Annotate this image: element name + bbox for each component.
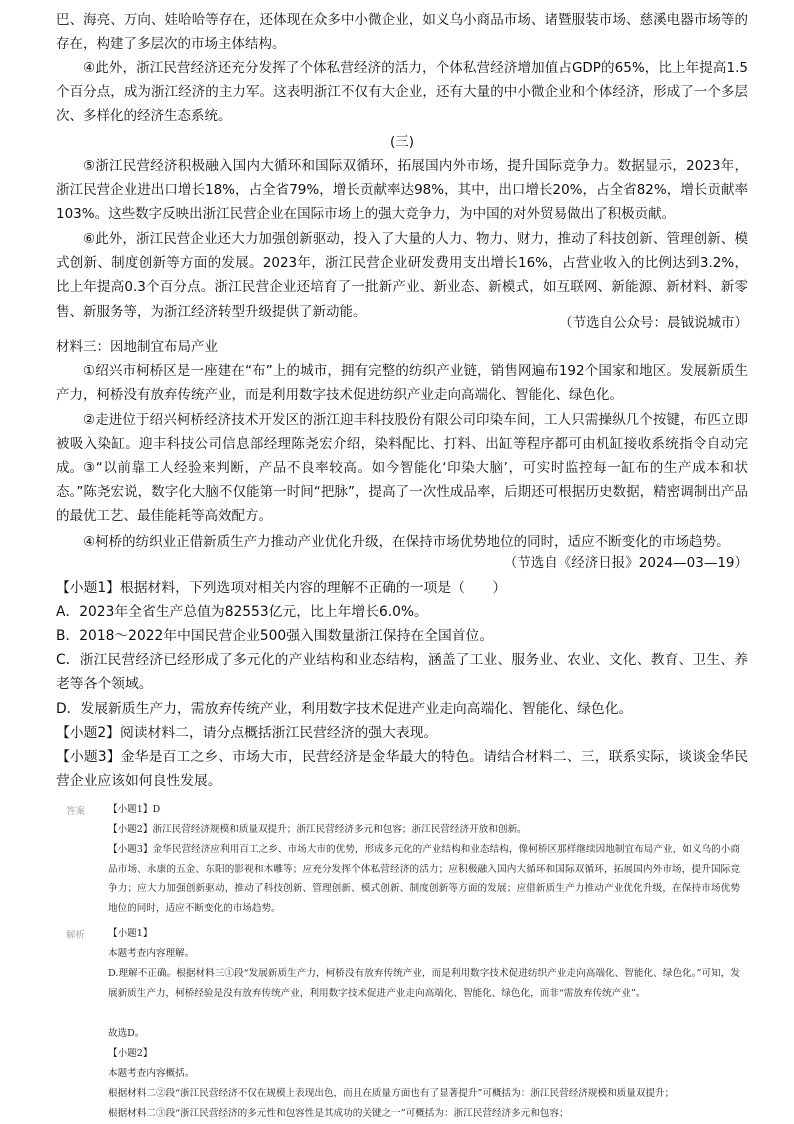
question-1: 【小题1】根据材料，下列选项对相关内容的理解不正确的一项是（ ）	[56, 580, 507, 596]
paragraph-6: ⑥此外，浙江民营企业还大力加强创新驱动，投入了大量的人力、物力、财力，推动了科技创新、管理创新、模式创新、制度创新等方面的发展。2023年，浙江民营企业研发费用支出增长16%，占营业收入的比例达到3.2%，比上年提高0.3个百分点。浙江民营企业还培育了一批新产业、新业态、新模式，如互联网、新能源、新材料、新零售、新服务等，为浙江经济转型升级提供了新动能。	[56, 231, 748, 320]
material-3-paragraph-1: ①绍兴市柯桥区是一座建在“布”上的城市，拥有完整的纺织产业链，销售网遍布192个国家和地区。发展新质生产力，柯桥没有放弃传统产业，而是利用数字技术促进纺织产业走向高端化、智能化、绿色化。	[56, 363, 748, 404]
analysis-q1-line-2: D.理解不正确。根据材料三①段“发展新质生产力，柯桥没有放弃传统产业，而是利用数字技术促进纺织产业走向高端化、智能化、绿色化。”可知，发展新质生产力，柯桥经验是没有放弃传统产业，利用数字技术促进产业走向高端化、智能化、绿色化，而非“需放弃传统产业”。	[108, 968, 740, 999]
paragraph-3-continued: 巴、海亮、万向、娃哈哈等存在，还体现在众多中小微企业，如义乌小商品市场、诸暨服装市场、慈溪电器市场等的存在，构建了多层次的市场主体结构。	[56, 12, 748, 53]
analysis-q2-line-3: 根据材料二③段“浙江民营经济的多元性和包容性是其成功的关键之一”可概括为：浙江民营经济多元和包容；	[108, 1108, 569, 1119]
analysis-q2-heading: 【小题2】	[108, 1048, 153, 1059]
material-3-paragraph-3: ③“以前靠工人经验来判断，产品不良率较高。如今智能化‘印染大脑’，可实时监控每一缸布的生产成本和状态。”陈尧宏说，数字化大脑不仅能第一时间“把脉”，提高了一次性成品率，后期还可根据历史数据，精密调制出产品的最优工艺、最佳能耗等高效配方。	[56, 460, 748, 525]
analysis-q1-line-3: 故选D。	[108, 1028, 145, 1039]
section-heading-3: (三)	[389, 134, 415, 150]
analysis-q1-line-1: 本题考查内容理解。	[108, 948, 195, 959]
option-b: B．2018～2022年中国民营企业500强入围数量浙江保持在全国首位。	[56, 628, 494, 644]
answer-3: 【小题3】金华民营经济应利用百工之乡、市场大市的优势，形成多元化的产业结构和业态结构，像柯桥区那样继续因地制宜布局产业，如义乌的小商品市场、永康的五金、东阳的影视和木雕等；应充分发挥个体私营经济的活力；应积极融入国内大循环和国际双循环，拓展国内外市场，提升国际竞争力；应大力加强创新驱动，推动了科技创新、管理创新、模式创新、制度创新等方面的发展；应借新质生产力推动产业优化升级，在保持市场优势地位的同时，适应不断变化的市场趋势。	[108, 844, 740, 914]
option-a: A．2023年全省生产总值为82553亿元，比上年增长6.0%。	[56, 604, 428, 620]
source-citation-3: （节选自《经济日报》2024—03—19）	[503, 555, 748, 571]
answer-label: 答案	[66, 806, 86, 817]
analysis-q2-line-2: 根据材料二②段“浙江民营经济不仅在规模上表现出色，而且在质量方面也有了显著提升”可概括为：浙江民营经济规模和质量双提升；	[108, 1088, 675, 1099]
analysis-label: 解析	[66, 930, 86, 941]
material-3-title: 材料三：因地制宜布局产业	[56, 339, 218, 355]
analysis-q2-line-1: 本题考查内容概括。	[108, 1068, 195, 1079]
paragraph-5: ⑤浙江民营经济积极融入国内大循环和国际双循环，拓展国内外市场，提升国际竞争力。数据显示，2023年，浙江民营企业进出口增长18%，占全省79%，增长贡献率达98%，其中，出口增长20%，占全省82%，增长贡献率103%。这些数字反映出浙江民营企业在国际市场上的强大竞争力，为中国的对外贸易做出了积极贡献。	[56, 158, 748, 223]
option-d: D．发展新质生产力，需放弃传统产业，利用数字技术促进产业走向高端化、智能化、绿色化。	[56, 701, 633, 717]
answer-1: 【小题1】D	[108, 804, 161, 815]
paragraph-4: ④此外，浙江民营经济还充分发挥了个体私营经济的活力，个体私营经济增加值占GDP的65%，比上年提高1.5个百分点，成为浙江经济的主力军。这表明浙江不仅有大企业，还有大量的中小微企业和个体经济，形成了一个多层次、多样化的经济生态系统。	[56, 60, 748, 125]
analysis-q1-heading: 【小题1】	[108, 928, 153, 939]
question-2: 【小题2】阅读材料二，请分点概括浙江民营经济的强大表现。	[56, 725, 438, 741]
material-3-paragraph-2: ②走进位于绍兴柯桥经济技术开发区的浙江迎丰科技股份有限公司印染车间，工人只需操纵几个按键，布匹立即被吸入染缸。迎丰科技公司信息部经理陈尧宏介绍，染料配比、打料、出缸等程序都可由机缸接收系统指令自动完成。	[56, 412, 748, 477]
material-3-paragraph-4: ④柯桥的纺织业正借新质生产力推动产业优化升级，在保持市场优势地位的同时，适应不断变化的市场趋势。	[83, 534, 730, 550]
answer-2: 【小题2】浙江民营经济规模和质量双提升；浙江民营经济多元和包容；浙江民营经济开放和创新。	[108, 824, 527, 835]
option-c: C．浙江民营经济已经形成了多元化的产业结构和业态结构，涵盖了工业、服务业、农业、文化、教育、卫生、养老等各个领域。	[56, 652, 748, 693]
question-3: 【小题3】金华是百工之乡、市场大市，民营经济是金华最大的特色。请结合材料二、三，联系实际，谈谈金华民营企业应该如何良性发展。	[56, 749, 748, 790]
source-citation-2: （节选自公众号：晨钺说城市）	[559, 315, 748, 331]
